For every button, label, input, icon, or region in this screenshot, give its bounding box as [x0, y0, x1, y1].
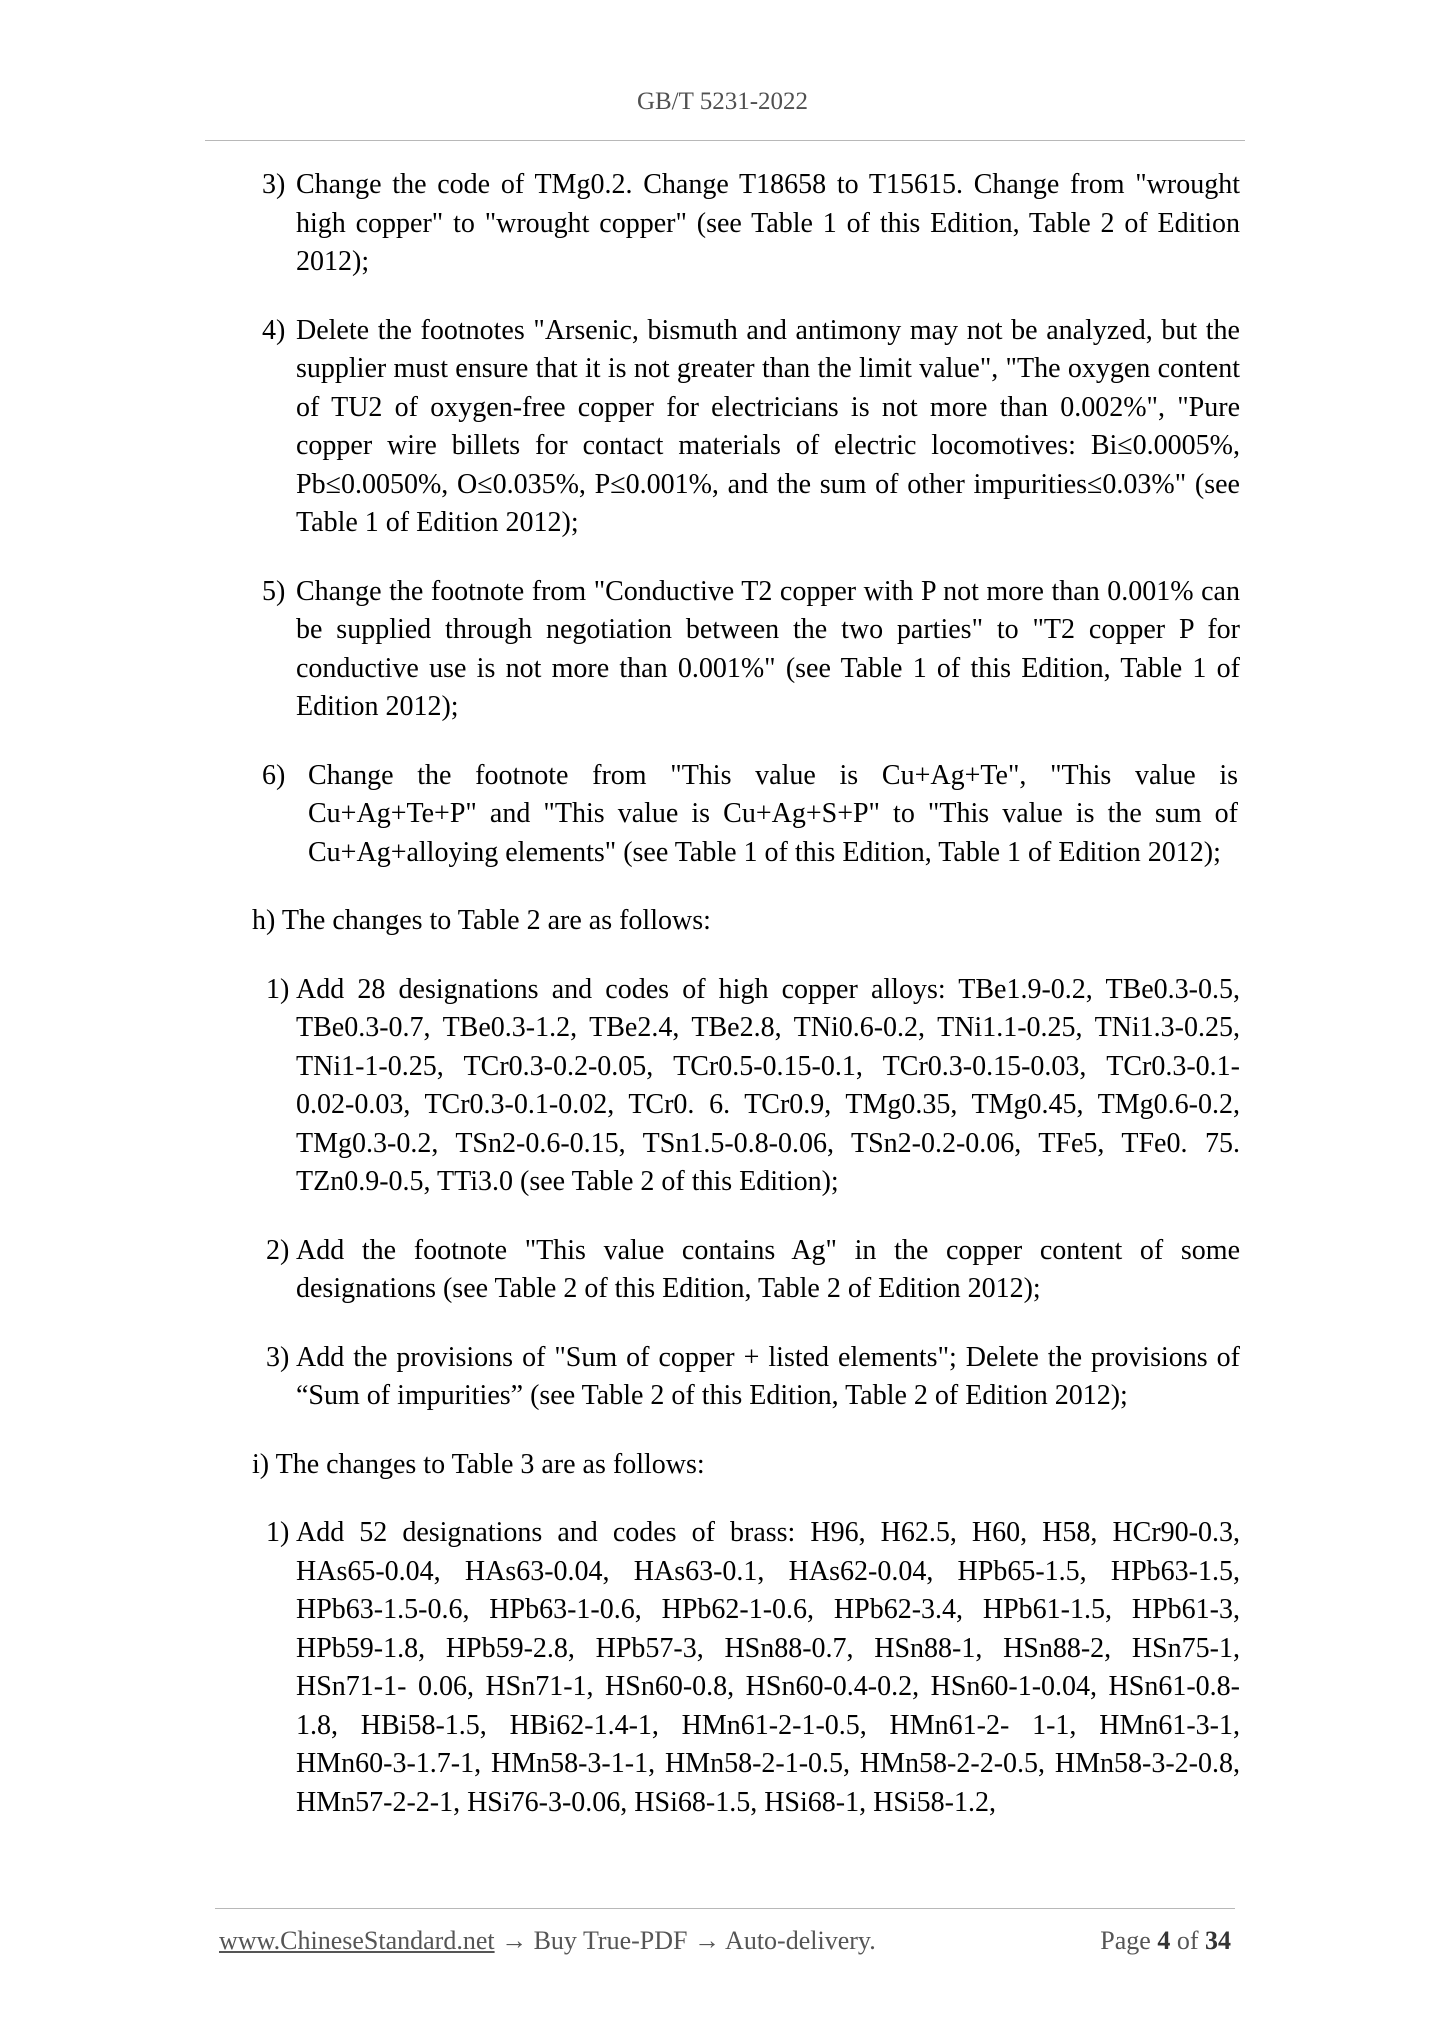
- item-number: 3): [262, 169, 286, 200]
- of-label: of: [1176, 1926, 1199, 1955]
- list-item-table1-change-5: [262, 573, 1240, 727]
- document-header: GB/T 5231-2022: [636, 88, 809, 115]
- footer-nav-text: → Buy True-PDF → Auto-delivery.: [494, 1926, 876, 1955]
- page-content: [0, 166, 1445, 1852]
- site-link[interactable]: www.ChineseStandard.net: [219, 1926, 495, 1955]
- item-text: Change the footnote from "Conductive T2 copper with P not more than 0.001% can be supplied through negotiation between the two parties" to "T2 copper P for conductive use is not more than 0.001%" (see Table 1 of this Edition, Table 1 of Edition 2012);: [296, 575, 1240, 722]
- item-text: Change the code of TMg0.2. Change T18658 to T15615. Change from "wrought high copper" to "wrought copper" (see Table 1 of this Edition, Table 2 of Edition 2012);: [296, 169, 1240, 277]
- page-number: 4: [1157, 1926, 1171, 1955]
- item-text: Delete the footnotes "Arsenic, bismuth and antimony may not be analyzed, but the supplier must ensure that it is not greater than the limit value", "The oxygen content of TU2 of oxygen-free copper for electricians is not more than 0.002%", "Pure copper wire billets for contact materials of electric locomotives: Bi≤0.0005%, Pb≤0.0050%, O≤0.035%, P≤0.001%, and the sum of other impurities≤0.03%" (see Table 1 of Edition 2012);: [296, 314, 1240, 538]
- list-item-table2-change-2: [266, 1232, 1240, 1309]
- section-heading-table3: i) The changes to Table 3 are as follows:: [252, 1448, 705, 1480]
- item-text: Add 28 designations and codes of high copper alloys: TBe1.9-0.2, TBe0.3-0.5, TBe0.3-0.7, TBe0.3-1.2, TBe2.4, TBe2.8, TNi0.6-0.2, TNi1.1-0.25, TNi1.3-0.25, TNi1-1-0.25, TCr0.3-0.2-0.05, TCr0.5-0.15-0.1, TCr0.3-0.15-0.03, TCr0.3-0.1-0.02-0.03, TCr0.3-0.1-0.02, TCr0. 6. TCr0.9, TMg0.35, TMg0.45, TMg0.6-0.2, TMg0.3-0.2, TSn2-0.6-0.15, TSn1.5-0.8-0.06, TSn2-0.2-0.06, TFe5, TFe0. 75. TZn0.9-0.5, TTi3.0 (see Table 2 of this Edition);: [296, 973, 1240, 1197]
- page-indicator: [1100, 1926, 1231, 1956]
- item-text: Change the footnote from "This value is Cu+Ag+Te", "This value is Cu+Ag+Te+P" and "This value is Cu+Ag+S+P" to "This value is the sum of Cu+Ag+alloying elements" (see Table 1 of this Edition, Table 1 of Edition 2012);: [308, 759, 1238, 868]
- footer-promo: [219, 1926, 876, 1956]
- list-item-table1-change-3: [262, 166, 1240, 282]
- item-number: 1): [266, 1517, 290, 1548]
- list-item-table3-change-1: [266, 1514, 1240, 1822]
- list-item-table1-change-4: [262, 312, 1240, 543]
- page-total: 34: [1205, 1926, 1231, 1955]
- footer-divider: [215, 1908, 1235, 1909]
- item-number: 5): [262, 575, 286, 607]
- list-item-table1-change-6: [262, 757, 1238, 873]
- list-item-table2-change-1: [266, 971, 1240, 1202]
- item-text: Add the footnote "This value contains Ag" in the copper content of some designations (see Table 2 of this Edition, Table 2 of Edition 2012);: [296, 1234, 1240, 1304]
- section-heading-table2: h) The changes to Table 2 are as follows:: [252, 905, 711, 936]
- item-text: Add the provisions of "Sum of copper + listed elements"; Delete the provisions of “Sum of impurities” (see Table 2 of this Edition, Table 2 of Edition 2012);: [296, 1341, 1240, 1411]
- list-item-table2-change-3: [266, 1339, 1240, 1416]
- item-number: 6): [262, 759, 286, 791]
- item-number: 2): [266, 1234, 290, 1266]
- item-text: Add 52 designations and codes of brass: H96, H62.5, H60, H58, HCr90-0.3, HAs65-0.04, HAs63-0.04, HAs63-0.1, HAs62-0.04, HPb65-1.5, HPb63-1.5, HPb63-1.5-0.6, HPb63-1-0.6, HPb62-1-0.6, HPb62-3.4, HPb61-1.5, HPb61-3, HPb59-1.8, HPb59-2.8, HPb57-3, HSn88-0.7, HSn88-1, HSn88-2, HSn75-1, HSn71-1- 0.06, HSn71-1, HSn60-0.8, HSn60-0.4-0.2, HSn60-1-0.04, HSn61-0.8-1.8, HBi58-1.5, HBi62-1.4-1, HMn61-2-1-0.5, HMn61-2- 1-1, HMn61-3-1, HMn60-3-1.7-1, HMn58-3-1-1, HMn58-2-1-0.5, HMn58-2-2-0.5, HMn58-3-2-0.8, HMn57-2-2-1, HSi76-3-0.06, HSi68-1.5, HSi68-1, HSi58-1.2,: [296, 1517, 1240, 1818]
- header-divider: [205, 140, 1245, 141]
- item-number: 4): [262, 314, 286, 346]
- page-label: Page: [1100, 1926, 1151, 1955]
- item-number: 1): [266, 973, 290, 1005]
- item-number: 3): [266, 1341, 290, 1373]
